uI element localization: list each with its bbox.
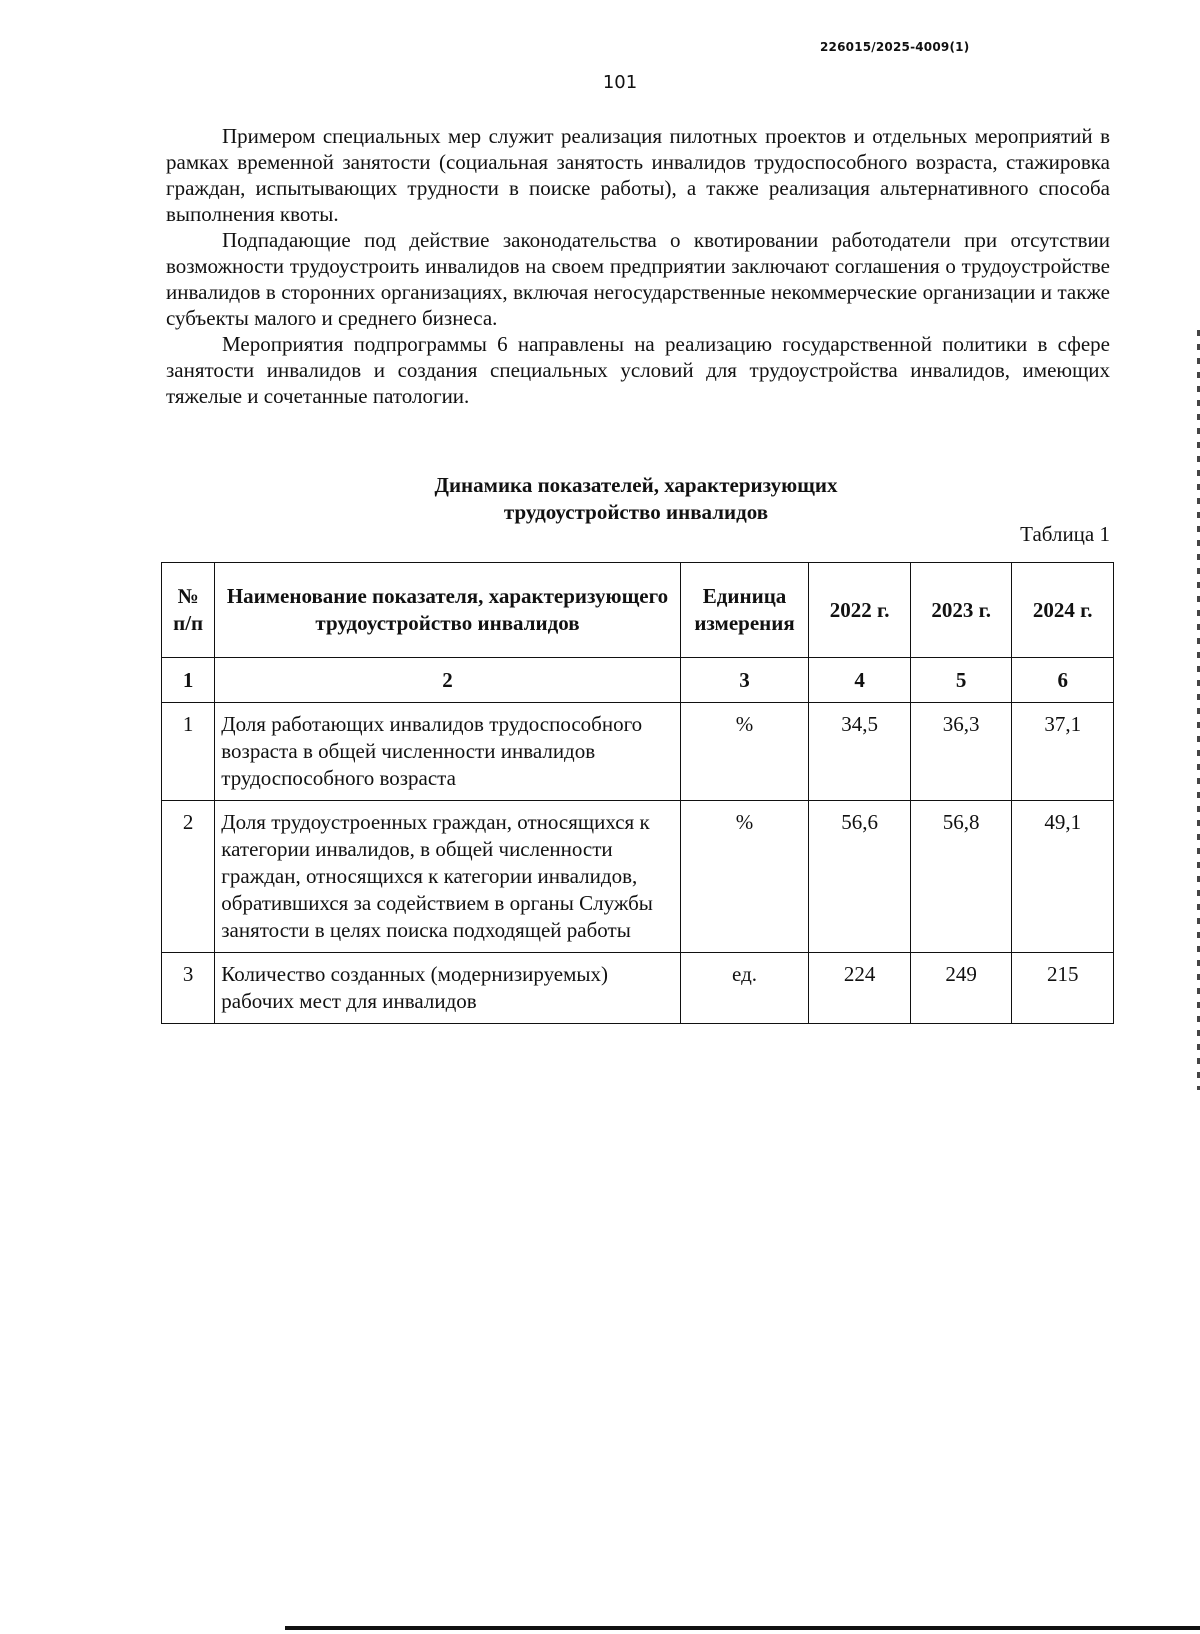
row-value-2023: 36,3 <box>910 703 1012 801</box>
column-number: 4 <box>809 658 911 703</box>
row-name: Доля трудоустроенных граждан, относящихся к категории инвалидов, в общей численности граждан, относящихся к категории инвалидов, обратившихся за содействием в органы Службы занятости в целях поиска подходящей работы <box>215 801 680 953</box>
column-number: 1 <box>162 658 215 703</box>
table-title-line: трудоустройство инвалидов <box>503 500 769 524</box>
row-unit: % <box>680 801 809 953</box>
table-label: Таблица 1 <box>1020 522 1110 546</box>
row-unit: ед. <box>680 953 809 1024</box>
row-num: 2 <box>162 801 215 953</box>
page-number: 101 <box>602 72 638 93</box>
bottom-scan-line <box>285 1626 1200 1630</box>
table-header-row <box>162 563 1114 658</box>
document-id: 226015/2025-4009(1) <box>820 40 970 54</box>
row-value-2023: 56,8 <box>910 801 1012 953</box>
column-number: 5 <box>910 658 1012 703</box>
body-text <box>166 123 1110 409</box>
table-title-line: Динамика показателей, характеризующих <box>434 473 838 497</box>
column-number: 3 <box>680 658 809 703</box>
paragraph: Мероприятия подпрограммы 6 направлены на реализацию государственной политики в сфере занятости инвалидов и создания специальных условий для трудоустройства инвалидов, имеющих тяжелые и сочетанные патологии. <box>166 332 1110 408</box>
row-value-2022: 34,5 <box>809 703 911 801</box>
header-name: Наименование показателя, характеризующего трудоустройство инвалидов <box>215 563 680 658</box>
row-name: Доля работающих инвалидов трудоспособного возраста в общей численности инвалидов трудоспособного возраста <box>215 703 680 801</box>
row-value-2022: 56,6 <box>809 801 911 953</box>
header-2023: 2023 г. <box>910 563 1012 658</box>
row-value-2024: 215 <box>1012 953 1114 1024</box>
table-title <box>0 472 1200 526</box>
table-row <box>162 953 1114 1024</box>
column-number-row <box>162 658 1114 703</box>
row-unit: % <box>680 703 809 801</box>
paragraph: Примером специальных мер служит реализация пилотных проектов и отдельных мероприятий в рамках временной занятости (социальная занятость инвалидов трудоспособного возраста, стажировка граждан, испытывающих трудности в поиске работы), а также реализация альтернативного способа выполнения квоты. <box>166 124 1110 226</box>
row-value-2024: 37,1 <box>1012 703 1114 801</box>
paragraph: Подпадающие под действие законодательства о квотировании работодатели при отсутствии возможности трудоустроить инвалидов на своем предприятии заключают соглашения о трудоустройстве инвалидов в сторонних организациях, включая негосударственные некоммерческие организации и также субъекты малого и среднего бизнеса. <box>166 228 1110 330</box>
table-row <box>162 801 1114 953</box>
indicators-table <box>161 562 1114 1024</box>
column-number: 6 <box>1012 658 1114 703</box>
header-2022: 2022 г. <box>809 563 911 658</box>
header-2024: 2024 г. <box>1012 563 1114 658</box>
row-value-2023: 249 <box>910 953 1012 1024</box>
column-number: 2 <box>215 658 680 703</box>
table-row <box>162 703 1114 801</box>
row-value-2024: 49,1 <box>1012 801 1114 953</box>
header-num: № п/п <box>162 563 215 658</box>
header-unit: Единица измерения <box>680 563 809 658</box>
row-value-2022: 224 <box>809 953 911 1024</box>
row-num: 3 <box>162 953 215 1024</box>
row-num: 1 <box>162 703 215 801</box>
row-name: Количество созданных (модернизируемых) рабочих мест для инвалидов <box>215 953 680 1024</box>
